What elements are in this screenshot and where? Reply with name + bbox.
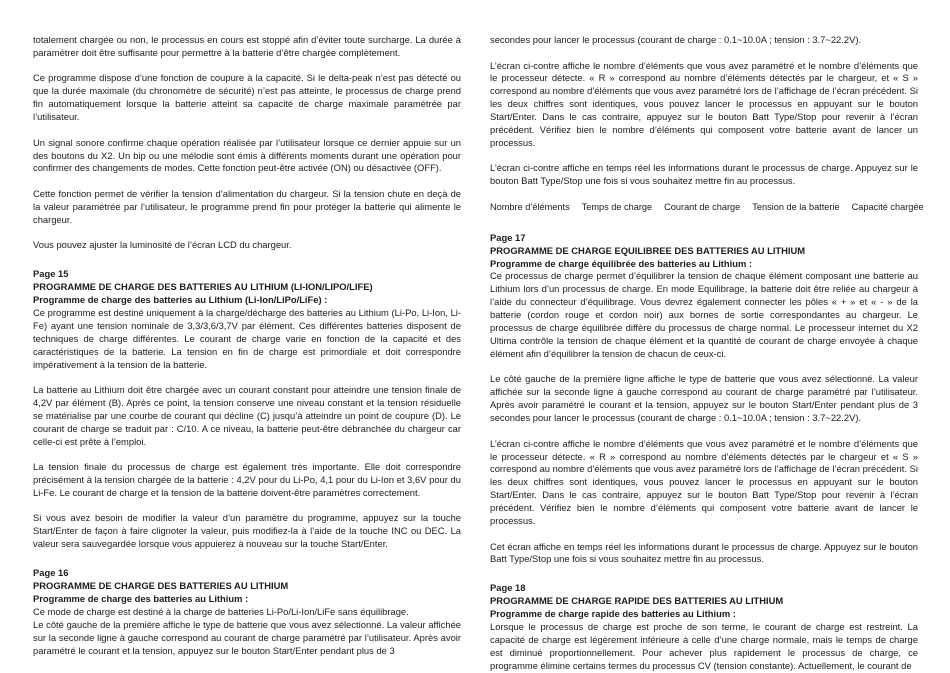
- section-heading: PROGRAMME DE CHARGE DES BATTERIES AU LITHIUM (LI-ION/LIPO/LIFE): [33, 281, 373, 293]
- paragraph: Le côté gauche de la première affiche le type de batterie que vous avez sélectionné. La valeur affichée sur la seconde ligne à gauche correspond au courant de charge paramétré par l’utilisateur. Après avoir paramétré le courant et la tension, appuyez sur le bouton Start/Enter pendant plus de 3: [33, 618, 461, 656]
- paragraph: L’écran ci-contre affiche le nombre d’éléments que vous avez paramétré et le nombre d’éléments que le processeur détecte. « R » correspond au nombre d’éléments détectés par le chargeur et « S » correspond au nombre d’éléments que vous avez paramétré lors de l’affichage de l’écran précédent. Si les deux chiffres sont identiques, vous pouvez lancer le processus en appuyant sur le bouton Start/Enter. Dans le cas contraire, appuyez sur le bouton Batt Type/Stop pour revenir à l’écran précédent. Vérifiez bien le nombre d’éléments qui composent votre batterie avant de lancer le processus.: [490, 437, 918, 527]
- label-charged-capacity: Capacité chargée: [851, 201, 924, 212]
- paragraph: Lorsque le processus de charge est proche de son terme, le courant de charge est restreint. La capacité de charge est légèrement inférieure à celle d’une charge normale, mais le temps de charge est diminué proportionnellement. Pour achever plus rapidement le processus de charge, ce programme élimine certains termes du processus CV (tension constante). Actuellement, le courant de: [490, 621, 918, 671]
- paragraph: La batterie au Lithium doit être chargée avec un courant constant pour atteindre une tension finale de 4,2V par élément (B). Après ce point, la tension conserve une niveau constant et la tension résiduelle se matérialise par une courbe de courant qui décline (C) jusqu’à atteindre un point de coupure (D). Le courant de charge se traduit par : C/10. A ce niveau, la batterie peut-être débranchée du chargeur car celle-ci est prête à l’emploi.: [33, 384, 461, 447]
- paragraph: Le côté gauche de la première ligne affiche le type de batterie que vous avez sélectionné. La valeur affichée sur la seconde ligne à gauche correspond au courant de charge paramétré par l’utilisateur. Après avoir paramétré le courant et la tension, appuyez sur le bouton Start/Enter pendant plus de 3 secondes pour lancer le processus (courant de charge : 0.1~10.0A ; tension : 3.7~22.2V).: [490, 373, 918, 424]
- paragraph: La tension finale du processus de charge est également très importante. Elle doit correspondre précisément à la tension chargée de la batterie : 4,2V pour du Li-Po, 4,1 pour du Li-Ion et 3,6V pour du Li-Fe. Le courant de charge et la tension de la batterie doivent-être paramètres correctement.: [33, 461, 461, 498]
- paragraph: Cet écran affiche en temps réel les informations durant le processus de charge. Appuyez sur le bouton Batt Type/Stop une fois si vous souhaitez mettre fin au processus.: [490, 540, 918, 565]
- label-charge-current: Courant de charge: [664, 201, 741, 212]
- page-label: Page 18: [490, 582, 526, 594]
- page-label: Page 16: [33, 567, 69, 579]
- paragraph: Si vous avez besoin de modifier la valeur d’un paramètre du programme, appuyez sur la touche Start/Enter de façon à faire clignoter la valeur, puis modifiez-la à l’aide de la touche INC ou DEC. La valeur sera sauvegardée lorsque vous appuierez à nouveau sur la touche Start/Enter.: [33, 512, 461, 550]
- page-label: Page 17: [490, 231, 526, 243]
- paragraph: Ce programme dispose d’une fonction de coupure à la capacité. Si le delta-peak n’est pas détecté ou que la durée maximale (du chronomètre de sécurité) n’est pas atteinte, le processus de charge prend fin automatiquement lorsque la batterie atteint sa capacité de charge maximale paramétrée par l’utilisateur.: [33, 72, 461, 123]
- section-heading: PROGRAMME DE CHARGE RAPIDE DES BATTERIES AU LITHIUM: [490, 595, 784, 607]
- paragraph: secondes pour lancer le processus (courant de charge : 0.1~10.0A ; tension : 3.7~22.2V).: [490, 34, 862, 45]
- section-page-16: [33, 567, 461, 657]
- paragraph: Un signal sonore confirme chaque opération réalisée par l’utilisateur lorsque ce dernier appuie sur un des boutons du X2. Un bip ou une mélodie sont émis à différents moments durant une opération pour confirmer des changements de modes. Cette fonction peut-être activée (ON) ou désactivée (OFF).: [33, 136, 461, 174]
- paragraph: Ce mode de charge est destiné à la charge de batteries Li-Po/Li-Ion/LiFe sans équilibrage.: [33, 605, 409, 617]
- section-subheading: Programme de charge des batteries au Lithium (Li-Ion/LiPo/LiFe) :: [33, 293, 328, 305]
- display-labels: [490, 201, 924, 214]
- section-page-15: [33, 268, 461, 551]
- paragraph: Cette fonction permet de vérifier la tension d’alimentation du chargeur. Si la tension chute en deçà de la valeur paramétrée par l’utilisateur, le programme prend fin pour protéger la batterie qui alimente le chargeur.: [33, 187, 461, 225]
- label-battery-voltage: Tension de la batterie: [752, 201, 840, 212]
- section-page-18: [490, 582, 918, 672]
- paragraph: L’écran ci-contre affiche le nombre d’éléments que vous avez paramétré et le nombre d’éléments que le processeur détecte. « R » correspond au nombre d’éléments détectés par le chargeur, et « S » correspond au nombre d’éléments que vous avez paramétré lors de l’affichage de l’écran précédent. Si les deux chiffres sont identiques, vous pouvez lancer le processus en appuyant sur le bouton Start/Enter. Dans le cas contraire, appuyez sur le bouton Batt Type/Stop pour revenir à l’écran précédent. Vérifiez bien le nombre d’éléments qui composent votre batterie avant de lancer un processus.: [490, 59, 918, 148]
- section-heading: PROGRAMME DE CHARGE EQUILIBREE DES BATTERIES AU LITHIUM: [490, 244, 806, 256]
- left-column: [33, 34, 461, 658]
- section-subheading: Programme de charge équilibrée des batteries au Lithium :: [490, 257, 753, 269]
- paragraph: totalement chargée ou non, le processus en cours est stoppé afin d’éviter toute surcharge. La durée à paramétrer doit être suffisante pour permettre à la batterie d’être chargée complètement.: [33, 34, 461, 58]
- paragraph: Ce processus de charge permet d’équilibrer la tension de chaque élément composant une batterie au Lithium lors d’un processus de charge. En mode Equilibrage, la batterie doit être reliée au chargeur à l’aide du connecteur d’équilibrage. Vous devrez également connecter les pôles « + » et « - » de la batterie (cordon rouge et cordon noir) aux bornes de sortie correspondantes au chargeur. Le processus de charge équilibrée diffère du processus de charge normal. Le processeur internet du X2 Ultima contrôle la tension de chaque élément et la quantité de courant de charge envoyée à chaque élément afin d’équilibrer la tension de chacun de ceux-ci.: [490, 270, 918, 359]
- label-cell-count: Nombre d’éléments: [490, 201, 570, 212]
- section-subheading: Programme de charge des batteries au Lithium :: [33, 592, 249, 604]
- paragraph: Vous pouvez ajuster la luminosité de l’écran LCD du chargeur.: [33, 239, 292, 251]
- label-charge-time: Temps de charge: [581, 201, 653, 212]
- paragraph: Ce programme est destiné uniquement à la charge/décharge des batteries au Lithium (Li-Po, Li-Ion, Li-Fe) ayant une tension nominale de 3,3/3,6/3,7V par élément. Ces différentes batteries disposent de techniques de charge différentes. Le courant de charge varie en fonction de la capacité et des caractéristiques de la batterie. La tension en fin de charge est primordiale et doit correspondre impérativement à la tension de la batterie.: [33, 306, 461, 370]
- right-column: [490, 34, 924, 673]
- page-label: Page 15: [33, 268, 69, 280]
- paragraph: L’écran ci-contre affiche en temps réel les informations durant le processus de charge. Appuyez sur le bouton Batt Type/Stop une fois si vous souhaitez mettre fin au processus.: [490, 162, 918, 187]
- section-subheading: Programme de charge rapide des batteries au Lithium :: [490, 608, 736, 620]
- section-heading: PROGRAMME DE CHARGE DES BATTERIES AU LITHIUM: [33, 580, 289, 592]
- section-page-17: [490, 232, 918, 567]
